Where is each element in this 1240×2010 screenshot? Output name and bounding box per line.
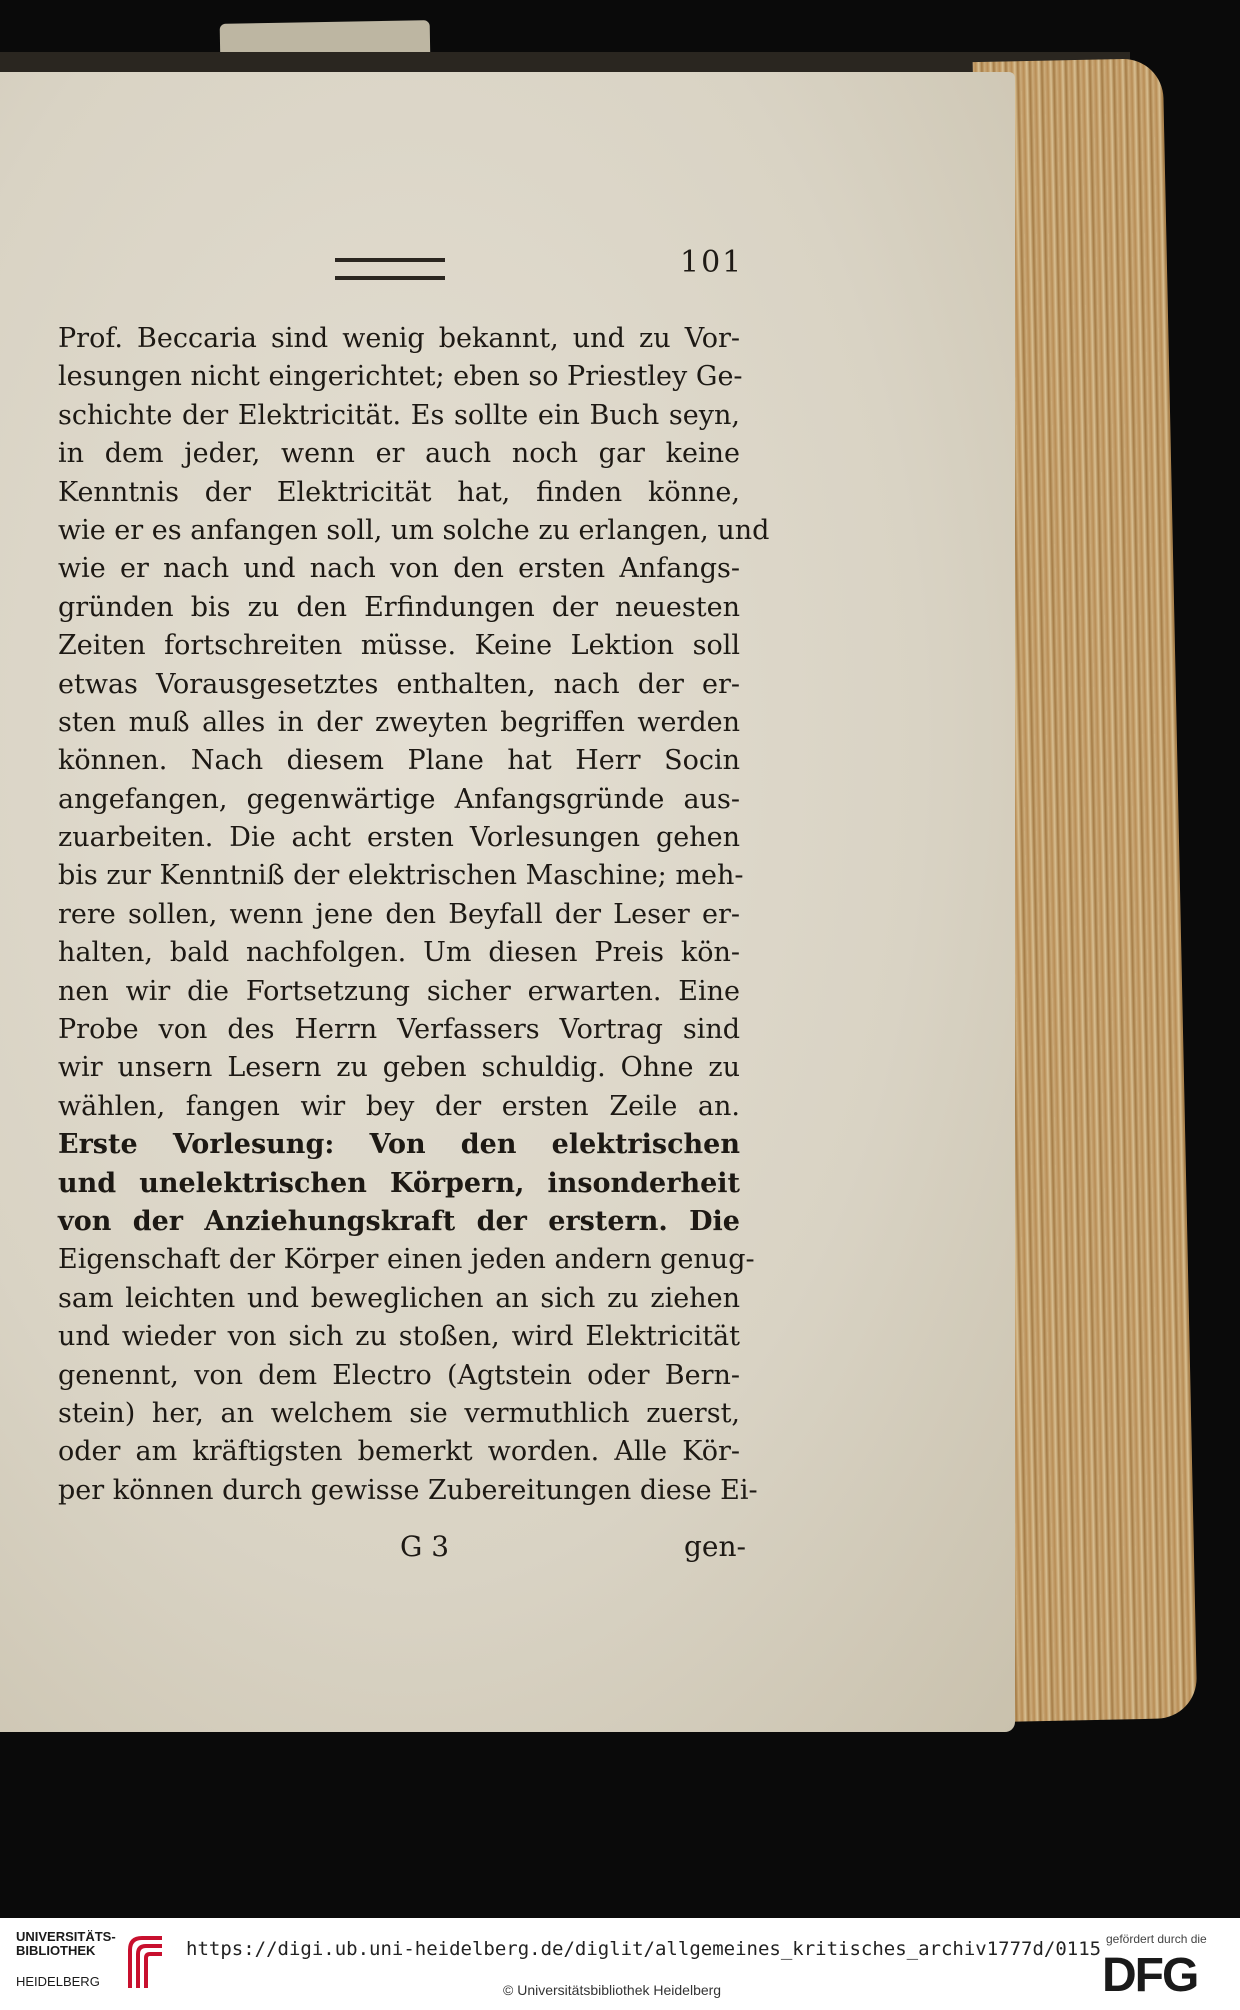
text-line: wie er nach und nach von den ersten Anfangs- — [58, 553, 740, 585]
text-line: Prof. Beccaria sind wenig bekannt, und zu Vor- — [58, 323, 740, 354]
text-line: gründen bis zu den Erfindungen der neuesten — [58, 591, 740, 623]
text-line: bis zur Kenntniß der elektrischen Maschine; meh- — [58, 860, 744, 892]
text-line: sam leichten und beweglichen an sich zu ziehen — [58, 1282, 740, 1314]
text-line: angefangen, gegenwärtige Anfangsgründe aus- — [58, 783, 740, 815]
text-line: wie er es anfangen soll, um solche zu erlangen, und — [58, 514, 770, 546]
text-line: zuarbeiten. Die acht ersten Vorlesungen gehen — [58, 822, 740, 854]
lecture-heading-line: und unelektrischen Körpern, insonderheit — [58, 1167, 740, 1199]
page-number: 101 — [680, 245, 744, 280]
text-line: können. Nach diesem Plane hat Herr Socin — [58, 745, 740, 777]
lecture-heading-line: Erste Vorlesung: Von den elektrischen — [58, 1129, 740, 1161]
header-rule — [335, 258, 445, 280]
library-logo-icon — [124, 1932, 166, 1994]
text-line: rere sollen, wenn jene den Beyfall der Leser er- — [58, 898, 740, 930]
copyright-notice: © Universitätsbibliothek Heidelberg — [503, 1982, 722, 1998]
library-name-line-1: UNIVERSITÄTS- — [16, 1929, 116, 1944]
text-line: per können durch gewisse Zubereitungen diese Ei- — [58, 1474, 758, 1506]
funding-caption: gefördert durch die — [1106, 1932, 1207, 1946]
text-line: Probe von des Herrn Verfassers Vortrag sind — [58, 1014, 740, 1046]
text-line: nen wir die Fortsetzung sicher erwarten. Eine — [58, 975, 740, 1007]
viewer-footer — [0, 1918, 1240, 2010]
text-line: genennt, von dem Electro (Agtstein oder Bern- — [58, 1359, 740, 1391]
signature-mark: G 3 — [400, 1530, 450, 1563]
permalink-url[interactable]: https://digi.ub.uni-heidelberg.de/diglit/allgemeines_kritisches_archiv1777d/0115 — [186, 1938, 1102, 1960]
catchword: gen- — [684, 1530, 746, 1563]
library-city: HEIDELBERG — [16, 1974, 100, 1989]
text-line: in dem jeder, wenn er auch noch gar keine — [58, 438, 740, 470]
text-line: halten, bald nachfolgen. Um diesen Preis kön- — [58, 937, 740, 969]
text-line: und wieder von sich zu stoßen, wird Elektricität — [58, 1321, 740, 1353]
text-line: Kenntnis der Elektricität hat, finden könne, — [58, 476, 740, 508]
lecture-heading-line: von der Anziehungskraft der erstern. Die — [58, 1205, 740, 1237]
text-line: oder am kräftigsten bemerkt worden. Alle Kör- — [58, 1436, 740, 1468]
text-line: sten muß alles in der zweyten begriffen werden — [58, 706, 740, 738]
text-line: schichte der Elektricität. Es sollte ein Buch seyn, — [58, 399, 740, 431]
library-name-line-2: BIBLIOTHEK — [16, 1943, 96, 1958]
text-line: Eigenschaft der Körper einen jeden andern genug- — [58, 1244, 755, 1276]
text-line: wählen, fangen wir bey der ersten Zeile an. — [58, 1090, 740, 1122]
text-line: lesungen nicht eingerichtet; eben so Priestley Ge- — [58, 361, 743, 393]
dfg-logo: DFG — [1102, 1949, 1198, 2002]
text-line: etwas Vorausgesetztes enthalten, nach der er- — [58, 668, 740, 700]
text-line: Zeiten fortschreiten müsse. Keine Lektion soll — [58, 630, 740, 662]
page-body — [58, 320, 770, 1510]
text-line: wir unsern Lesern zu geben schuldig. Ohne zu — [58, 1052, 740, 1084]
library-name — [16, 1930, 116, 1958]
text-line: stein) her, an welchem sie vermuthlich zuerst, — [58, 1397, 740, 1429]
